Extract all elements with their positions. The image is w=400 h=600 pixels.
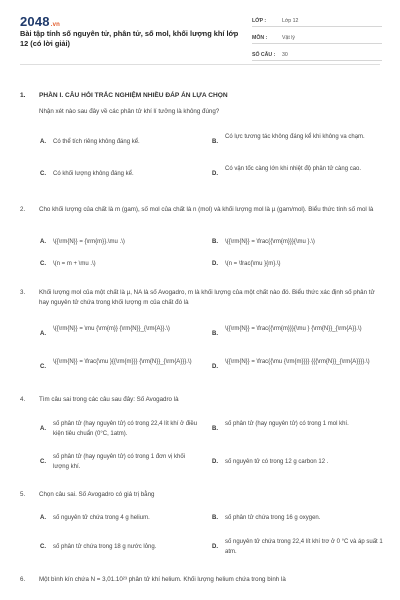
meta-value: Lớp 12: [282, 18, 299, 24]
option-letter: A.: [40, 239, 46, 245]
option-letter: A.: [40, 426, 46, 432]
question-text: Một bình kín chứa N = 3,01.10²³ phân tử khí helium. Khối lượng helium chứa trong bình là: [39, 576, 286, 583]
question-1: [20, 107, 382, 119]
meta-row-subject: [252, 30, 382, 44]
option-text: số phân tử (hay nguyên tử) có trong 22,4 lít khí ở điều kiện tiêu chuẩn (0°C, 1atm).: [53, 421, 198, 437]
meta-row-count: [252, 47, 382, 61]
option-text: Có thể tích riêng không đáng kể.: [53, 139, 140, 145]
option-text: \({\rm{N}} = \mu {\rm{m}} {\rm{N}}_{\rm{A}}.\): [53, 326, 170, 332]
option-letter: C.: [40, 459, 46, 465]
question-number: 2.: [20, 206, 26, 213]
option-text: \({\rm{N}} = {\rm{m}}.\mu .\): [53, 239, 125, 245]
option-text: \({\rm{N}} = \frac{{\mu {\rm{m}}}} {{{\rm{N}}_{\rm{A}}}}.\): [225, 359, 370, 365]
section-number: 1.: [20, 92, 26, 99]
logo-main-text: 2048: [20, 14, 50, 29]
meta-label: LỚP :: [252, 18, 267, 24]
meta-value: 30: [282, 52, 288, 58]
option-text: số nguyên tử có trong 12 g carbon 12 .: [225, 459, 329, 465]
logo-suffix-text: .vn: [50, 22, 61, 28]
section-title: [20, 92, 228, 99]
question-number: 3.: [20, 289, 26, 296]
option-text: số phân tử (hay nguyên tử) có trong 1 mol khí.: [225, 421, 349, 427]
option-letter: C.: [40, 171, 46, 177]
option-text: \({\rm{N}} = \frac{\mu }{{\rm{m}}} {\rm{N}}_{\rm{A}}}.\): [53, 359, 192, 365]
option-text: Có khối lượng không đáng kể.: [53, 171, 134, 177]
option-letter: B.: [212, 139, 218, 145]
option-letter: A.: [40, 139, 46, 145]
option-text: số phân tử chứa trong 16 g oxygen.: [225, 515, 321, 521]
option-text: Có vận tốc càng lớn khi nhiệt độ phân tử càng cao.: [225, 166, 362, 172]
question-6: [20, 575, 382, 587]
question-text: Khối lượng mol của một chất là µ, NA là số Avogadro, m là khối lượng của một chất nào đó. Biểu thức xác định số phân tử hay nguyên tử chứa trong khối lượng m của chất đó là: [39, 289, 375, 306]
site-logo[interactable]: [20, 14, 60, 29]
question-4: [20, 395, 382, 407]
question-number: 4.: [20, 396, 26, 403]
option-text: \(n = m + \mu .\): [53, 261, 96, 267]
worksheet-title: Bài tập tính số nguyên tử, phân tử, số mol, khối lượng khí lớp 12 (có lời giải): [20, 29, 239, 48]
option-letter: D.: [212, 364, 218, 370]
meta-row-class: [252, 13, 382, 27]
section-title-text: PHẦN I. CÂU HỎI TRẮC NGHIỆM NHIỀU ĐÁP ÁN LỰA CHỌN: [39, 92, 228, 99]
option-letter: D.: [212, 544, 218, 550]
option-letter: A.: [40, 331, 46, 337]
question-text: Nhận xét nào sau đây về các phân tử khí lí tưởng là không đúng?: [39, 108, 220, 115]
worksheet-header: [0, 0, 400, 64]
option-letter: D.: [212, 459, 218, 465]
option-letter: C.: [40, 544, 46, 550]
meta-label: SỐ CÂU :: [252, 52, 276, 58]
option-letter: D.: [212, 261, 218, 267]
option-text: Có lực tương tác không đáng kể khi không va chạm.: [225, 134, 365, 140]
question-2: [20, 205, 382, 227]
option-letter: B.: [212, 331, 218, 337]
question-5: [20, 490, 382, 502]
option-letter: C.: [40, 364, 46, 370]
option-text: số phân tử chứa trong 18 g nước lỏng.: [53, 544, 157, 550]
question-text: Chọn câu sai. Số Avogadro có giá trị bằng: [39, 491, 155, 498]
question-3: [20, 288, 382, 310]
option-letter: B.: [212, 239, 218, 245]
option-letter: C.: [40, 261, 46, 267]
option-text: số nguyên tử chứa trong 4 g helium.: [53, 515, 150, 521]
question-number: 6.: [20, 576, 26, 583]
question-text: Cho khối lượng của chất là m (gam), số mol của chất là n (mol) và khối lượng mol là µ (gam/mol). Biểu thức tính số mol là: [39, 206, 374, 213]
header-divider: [20, 64, 380, 65]
meta-label: MÔN :: [252, 35, 268, 41]
worksheet-meta: [252, 13, 382, 64]
option-text: \(n = \frac{\mu }{m}.\): [225, 261, 281, 267]
option-text: \({\rm{N}} = \frac{{\rm{m}}}{\mu }.\): [225, 239, 315, 245]
meta-value: Vật lý: [282, 35, 295, 41]
question-text: Tìm câu sai trong các câu sau đây: Số Avogadro là: [39, 396, 179, 403]
option-letter: B.: [212, 515, 218, 521]
option-letter: B.: [212, 426, 218, 432]
option-letter: D.: [212, 171, 218, 177]
option-letter: A.: [40, 515, 46, 521]
option-text: số phân tử (hay nguyên tử) có trong 1 đơn vị khối lượng khí.: [53, 454, 186, 470]
question-number: 5.: [20, 491, 26, 498]
option-text: số nguyên tử chứa trong 22,4 lít khí trơ ở 0 °C và áp suất 1 atm.: [225, 539, 383, 555]
option-text: \({\rm{N}} = \frac{{\rm{m}}}{\mu } {\rm{N}}_{\rm{A}}.\): [225, 326, 362, 332]
